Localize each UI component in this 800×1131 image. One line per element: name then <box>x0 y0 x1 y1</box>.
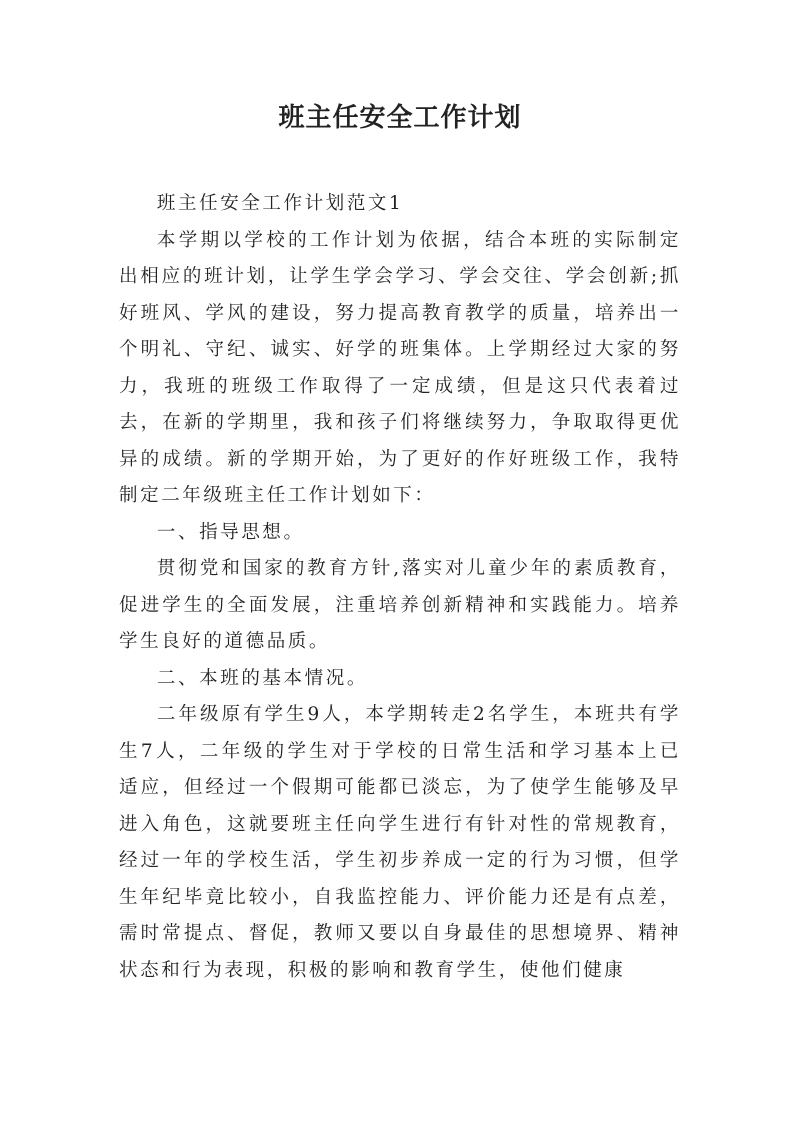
paragraph-intro: 本学期以学校的工作计划为依据，结合本班的实际制定出相应的班计划，让学生学会学习、学会交往、学会创新;抓好班风、学风的建设，努力提高教育教学的质量，培养出一个明礼、守纪、诚实、好学的班集体。上学期经过大家的努力，我班的班级工作取得了一定成绩，但是这只代表着过去，在新的学期里，我和孩子们将继续努力，争取取得更优异的成绩。新的学期开始，为了更好的作好班级工作，我特制定二年级班主任工作计划如下： <box>119 229 681 506</box>
section-heading-guiding-thought: 一、指导思想。 <box>156 521 305 543</box>
document-body <box>119 186 681 989</box>
paragraph-guiding-thought: 贯彻党和国家的教育方针,落实对儿童少年的素质教育，促进学生的全面发展，注重培养创新精神和实践能力。培养学生良好的道德品质。 <box>119 558 681 652</box>
document-title: 班主任安全工作计划 <box>278 103 522 133</box>
section-heading-sample: 班主任安全工作计划范文1 <box>156 193 404 214</box>
section-heading-class-situation: 二、本班的基本情况。 <box>156 667 368 689</box>
paragraph-class-situation: 二年级原有学生9人，本学期转走2名学生，本班共有学生7人，二年级的学生对于学校的日常生活和学习基本上已适应，但经过一个假期可能都已淡忘，为了使学生能够及早进入角色，这就要班主任向学生进行有针对性的常规教育，经过一年的学校生活，学生初步养成一定的行为习惯，但学生年纪毕竟比较小，自我监控能力、评价能力还是有点差，需时常提点、督促，教师又要以自身最佳的思想境界、精神状态和行为表现，积极的影响和教育学生，使他们健康 <box>119 704 681 981</box>
